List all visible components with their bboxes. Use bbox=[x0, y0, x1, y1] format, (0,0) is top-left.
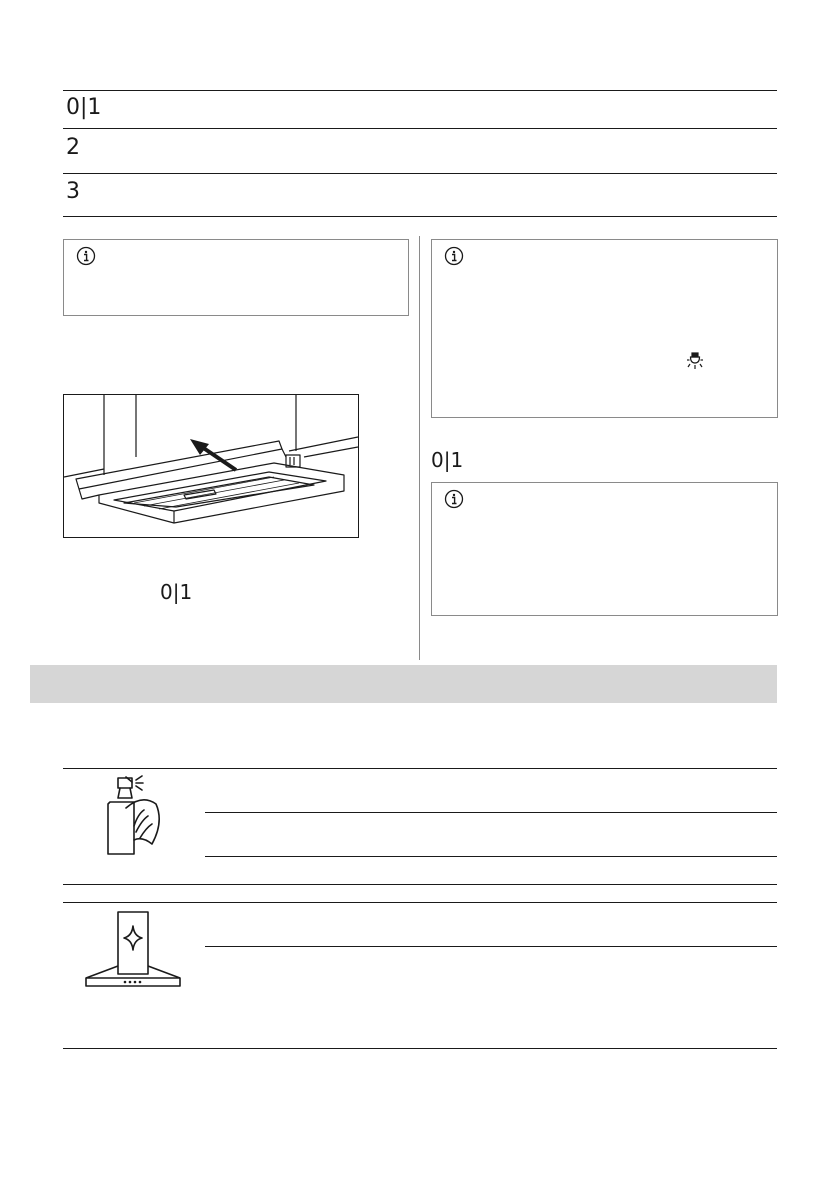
table-bottom-rule bbox=[63, 216, 777, 217]
section-header-bar bbox=[30, 665, 777, 703]
section-setting-label: 0|1 bbox=[431, 448, 464, 472]
speed-setting-2: 2 bbox=[66, 135, 80, 160]
table-top-rule bbox=[63, 90, 777, 91]
cleaning-table-rule bbox=[63, 884, 777, 885]
cleaning-table-bottom-rule bbox=[63, 1048, 777, 1049]
setting-label-left: 0|1 bbox=[160, 580, 193, 604]
cleaning-table-top-rule bbox=[63, 768, 777, 769]
hood-shine-icon bbox=[84, 910, 182, 988]
light-bulb-icon bbox=[684, 351, 706, 373]
info-box-right-bottom bbox=[431, 482, 778, 616]
column-divider bbox=[419, 236, 420, 660]
speed-setting-0-1: 0|1 bbox=[66, 95, 102, 120]
hood-drawing bbox=[64, 395, 358, 537]
table-row-rule bbox=[63, 128, 777, 129]
hood-pull-out-illustration bbox=[63, 394, 359, 538]
info-box-right-top bbox=[431, 239, 778, 418]
info-icon bbox=[444, 246, 464, 266]
spray-and-cloth-icon bbox=[98, 774, 170, 858]
table-row-rule bbox=[63, 173, 777, 174]
cleaning-row-rule bbox=[205, 856, 777, 857]
cleaning-row-rule bbox=[205, 946, 777, 947]
info-icon bbox=[444, 489, 464, 509]
cleaning-table-rule bbox=[63, 902, 777, 903]
info-icon bbox=[76, 246, 96, 266]
info-box-left bbox=[63, 239, 409, 316]
cleaning-row-rule bbox=[205, 812, 777, 813]
speed-setting-3: 3 bbox=[66, 179, 80, 204]
